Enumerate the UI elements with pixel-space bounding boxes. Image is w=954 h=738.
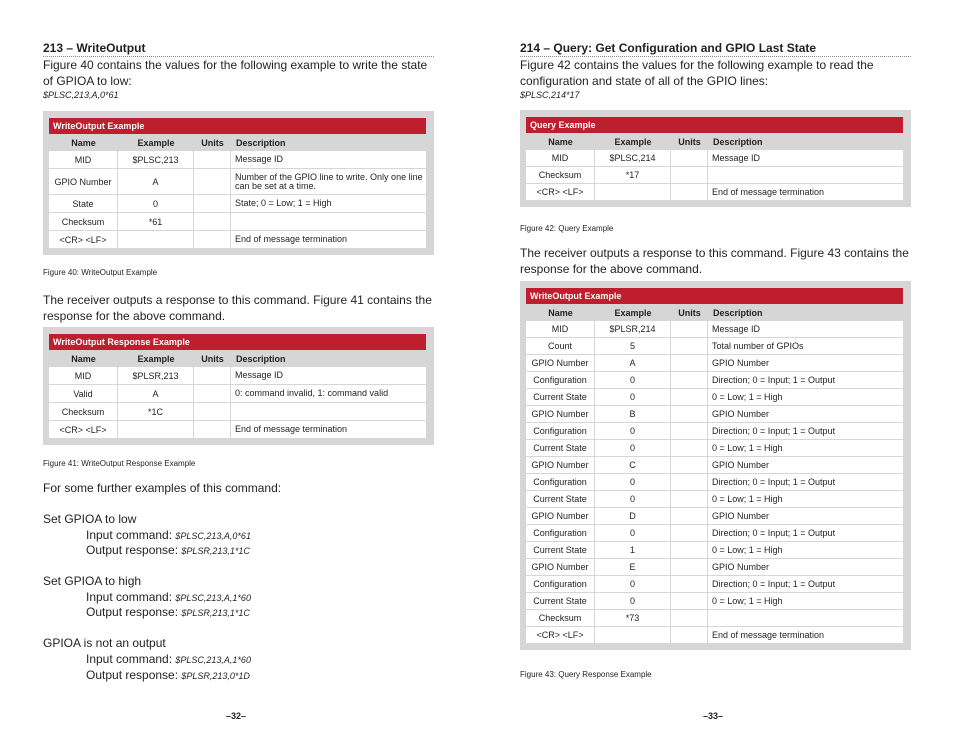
table-cell: 0 <box>595 474 671 491</box>
table-row <box>49 403 426 421</box>
table-cell <box>671 508 708 525</box>
table-cell: Message ID <box>231 367 426 385</box>
table-query-example <box>520 110 911 207</box>
table-cell <box>671 457 708 474</box>
table-row <box>526 355 903 372</box>
example-input: Input command: $PLSC,213,A,1*60 <box>86 590 251 604</box>
example-heading: Set GPIOA to low <box>43 512 137 526</box>
table-cell: End of message termination <box>708 627 903 644</box>
table-cell: GPIO Number <box>526 457 595 474</box>
table-cell: Direction; 0 = Input; 1 = Output <box>708 576 903 593</box>
table-cell <box>671 167 708 184</box>
table-column-header-row <box>526 133 903 150</box>
table-cell: Checksum <box>49 403 118 421</box>
table-row <box>526 559 903 576</box>
further-examples-intro: For some further examples of this command: <box>43 481 282 495</box>
example-output: Output response: $PLSR,213,1*1C <box>86 543 250 557</box>
table-cell: Checksum <box>526 167 595 184</box>
table-cell <box>671 542 708 559</box>
table-cell: 0 <box>595 372 671 389</box>
table-row <box>526 457 903 474</box>
table-cell: $PLSR,213 <box>118 367 194 385</box>
column-header: Units <box>201 137 224 148</box>
table-cell: Configuration <box>526 525 595 542</box>
table-cell: State; 0 = Low; 1 = High <box>231 195 426 213</box>
data-table <box>49 350 426 439</box>
table-cell <box>671 372 708 389</box>
table-row <box>49 385 426 403</box>
column-header: Example <box>614 307 652 318</box>
page-number: –32– <box>226 711 247 721</box>
table-cell: Current State <box>526 542 595 559</box>
table-row <box>49 213 426 231</box>
table-cell: 0 = Low; 1 = High <box>708 389 903 406</box>
table-write-output-response <box>43 327 434 445</box>
table-cell: $PLSC,214 <box>595 150 671 167</box>
table-cell: Count <box>526 338 595 355</box>
table-row <box>49 367 426 385</box>
table-cell: *17 <box>595 167 671 184</box>
table-cell <box>671 355 708 372</box>
table-cell: 0 <box>118 195 194 213</box>
column-header: Description <box>713 307 763 318</box>
table-cell: 0 = Low; 1 = High <box>708 491 903 508</box>
table-write-output-example <box>43 111 434 255</box>
table-cell: MID <box>526 150 595 167</box>
table-cell: *61 <box>118 213 194 231</box>
table-cell: Configuration <box>526 423 595 440</box>
table-header: WriteOutput Response Example <box>49 334 426 350</box>
table-cell <box>671 474 708 491</box>
table-row <box>526 372 903 389</box>
table-cell: $PLSC,213 <box>118 151 194 169</box>
table-cell <box>708 167 903 184</box>
table-cell: A <box>118 169 194 195</box>
table-cell: Checksum <box>49 213 118 231</box>
table-cell: GPIO Number <box>708 355 903 372</box>
table-cell: *1C <box>118 403 194 421</box>
table-cell: 0 = Low; 1 = High <box>708 542 903 559</box>
table-row <box>49 151 426 169</box>
table-cell: 0 <box>595 440 671 457</box>
table-cell: Checksum <box>526 610 595 627</box>
page-number: –33– <box>703 711 724 721</box>
figure-caption: Figure 42: Query Example <box>520 224 614 233</box>
table-row <box>526 167 903 184</box>
table-cell: Direction; 0 = Input; 1 = Output <box>708 474 903 491</box>
table-row <box>526 423 903 440</box>
table-cell <box>671 440 708 457</box>
table-cell: 0 <box>595 576 671 593</box>
figure-caption: Figure 41: WriteOutput Response Example <box>43 459 196 468</box>
intro-code: $PLSC,214*17 <box>520 90 580 100</box>
table-cell: GPIO Number <box>526 406 595 423</box>
table-row <box>526 321 903 338</box>
table-cell <box>231 213 426 231</box>
table-cell: Number of the GPIO line to write. Only one line can be set at a time. <box>231 169 426 195</box>
table-cell: Current State <box>526 389 595 406</box>
table-cell: Valid <box>49 385 118 403</box>
table-cell: GPIO Number <box>49 169 118 195</box>
table-cell: 0 = Low; 1 = High <box>708 440 903 457</box>
table-cell: MID <box>49 151 118 169</box>
column-header: Example <box>137 137 175 148</box>
table-cell: GPIO Number <box>708 406 903 423</box>
column-header: Units <box>201 353 224 364</box>
table-cell <box>194 151 231 169</box>
table-cell: 0 = Low; 1 = High <box>708 593 903 610</box>
table-row <box>49 231 426 249</box>
table-cell <box>194 231 231 249</box>
table-cell: 0 <box>595 389 671 406</box>
table-cell <box>194 403 231 421</box>
table-cell: MID <box>49 367 118 385</box>
table-cell <box>194 421 231 439</box>
table-cell: Current State <box>526 491 595 508</box>
table-cell <box>671 389 708 406</box>
table-row <box>526 184 903 201</box>
table-row <box>526 508 903 525</box>
table-cell: 1 <box>595 542 671 559</box>
table-cell: Direction; 0 = Input; 1 = Output <box>708 525 903 542</box>
table-row <box>526 576 903 593</box>
table-cell: GPIO Number <box>526 508 595 525</box>
table-cell <box>671 321 708 338</box>
table-row <box>526 627 903 644</box>
table-cell <box>671 559 708 576</box>
column-header: Description <box>713 136 763 147</box>
table-cell <box>671 627 708 644</box>
figure-caption: Figure 40: WriteOutput Example <box>43 268 158 277</box>
table-row <box>49 169 426 195</box>
table-cell: End of message termination <box>231 231 426 249</box>
table-cell: Configuration <box>526 576 595 593</box>
table-cell: End of message termination <box>708 184 903 201</box>
column-header: Name <box>71 137 96 148</box>
section-title: 214 – Query: Get Configuration and GPIO Last State <box>520 41 911 57</box>
table-cell: 0 <box>595 491 671 508</box>
example-input: Input command: $PLSC,213,A,0*61 <box>86 528 251 542</box>
column-header: Name <box>71 353 96 364</box>
table-cell: Message ID <box>708 321 903 338</box>
data-table <box>49 134 426 249</box>
table-row <box>49 421 426 439</box>
column-header: Name <box>548 307 573 318</box>
table-cell: State <box>49 195 118 213</box>
table-row <box>526 593 903 610</box>
table-cell <box>595 627 671 644</box>
data-table <box>526 133 903 201</box>
response-paragraph: The receiver outputs a response to this command. Figure 41 contains the response for the above command. <box>43 293 432 323</box>
table-column-header-row <box>49 350 426 367</box>
example-heading: GPIOA is not an output <box>43 636 166 650</box>
table-cell <box>708 610 903 627</box>
column-header: Units <box>678 307 701 318</box>
example-output: Output response: $PLSR,213,1*1C <box>86 605 250 619</box>
table-cell: D <box>595 508 671 525</box>
table-cell: B <box>595 406 671 423</box>
response-paragraph: The receiver outputs a response to this command. Figure 43 contains the response for the above command. <box>520 246 909 276</box>
table-header: WriteOutput Example <box>49 118 426 134</box>
table-cell: GPIO Number <box>708 508 903 525</box>
table-cell: End of message termination <box>231 421 426 439</box>
table-cell <box>671 150 708 167</box>
intro-paragraph: Figure 42 contains the values for the following example to read the configuration and state of all of the GPIO lines: <box>520 58 874 88</box>
table-cell <box>194 169 231 195</box>
table-row <box>526 338 903 355</box>
table-row <box>526 389 903 406</box>
table-query-response <box>520 281 911 650</box>
table-cell: Message ID <box>708 150 903 167</box>
table-cell: <CR> <LF> <box>526 627 595 644</box>
table-column-header-row <box>49 134 426 151</box>
table-row <box>49 195 426 213</box>
table-cell: MID <box>526 321 595 338</box>
table-cell: Current State <box>526 440 595 457</box>
table-cell: C <box>595 457 671 474</box>
column-header: Description <box>236 353 286 364</box>
table-cell <box>671 610 708 627</box>
figure-caption: Figure 43: Query Response Example <box>520 670 652 679</box>
table-cell <box>671 184 708 201</box>
column-header: Example <box>137 353 175 364</box>
table-cell <box>671 406 708 423</box>
column-header: Units <box>678 136 701 147</box>
intro-paragraph: Figure 40 contains the values for the following example to write the state of GPIOA to low: <box>43 58 428 88</box>
table-cell: Configuration <box>526 474 595 491</box>
table-cell <box>194 367 231 385</box>
table-cell: A <box>118 385 194 403</box>
table-row <box>526 406 903 423</box>
table-cell: 0: command invalid, 1: command valid <box>231 385 426 403</box>
column-header: Example <box>614 136 652 147</box>
section-title: 213 – WriteOutput <box>43 41 434 57</box>
column-header: Name <box>548 136 573 147</box>
table-cell <box>118 421 194 439</box>
table-cell: 0 <box>595 525 671 542</box>
column-header: Description <box>236 137 286 148</box>
intro-code: $PLSC,213,A,0*61 <box>43 90 119 100</box>
table-cell: Direction; 0 = Input; 1 = Output <box>708 423 903 440</box>
data-table <box>526 304 903 644</box>
table-cell <box>595 184 671 201</box>
table-cell: E <box>595 559 671 576</box>
table-row <box>526 610 903 627</box>
table-cell: 5 <box>595 338 671 355</box>
table-cell: Total number of GPIOs <box>708 338 903 355</box>
table-column-header-row <box>526 304 903 321</box>
table-row <box>526 525 903 542</box>
table-cell: Message ID <box>231 151 426 169</box>
table-row <box>526 491 903 508</box>
table-cell <box>671 491 708 508</box>
table-cell: GPIO Number <box>526 559 595 576</box>
table-cell: GPIO Number <box>708 457 903 474</box>
table-cell <box>231 403 426 421</box>
table-cell: GPIO Number <box>708 559 903 576</box>
table-cell <box>671 525 708 542</box>
table-cell <box>194 213 231 231</box>
table-row <box>526 474 903 491</box>
example-output: Output response: $PLSR,213,0*1D <box>86 668 250 682</box>
table-cell <box>671 423 708 440</box>
table-cell: Current State <box>526 593 595 610</box>
table-cell <box>194 385 231 403</box>
table-cell <box>671 593 708 610</box>
table-cell <box>671 338 708 355</box>
table-header: WriteOutput Example <box>526 288 903 304</box>
table-row <box>526 542 903 559</box>
table-cell <box>194 195 231 213</box>
table-cell: <CR> <LF> <box>49 231 118 249</box>
table-cell: <CR> <LF> <box>49 421 118 439</box>
table-row <box>526 440 903 457</box>
table-cell: 0 <box>595 593 671 610</box>
example-input: Input command: $PLSC,213,A,1*60 <box>86 652 251 666</box>
table-cell: GPIO Number <box>526 355 595 372</box>
table-row <box>526 150 903 167</box>
table-cell: <CR> <LF> <box>526 184 595 201</box>
table-cell <box>671 576 708 593</box>
table-cell: *73 <box>595 610 671 627</box>
table-cell: Direction; 0 = Input; 1 = Output <box>708 372 903 389</box>
table-cell: $PLSR,214 <box>595 321 671 338</box>
table-cell: A <box>595 355 671 372</box>
table-cell <box>118 231 194 249</box>
table-header: Query Example <box>526 117 903 133</box>
example-heading: Set GPIOA to high <box>43 574 142 588</box>
table-cell: Configuration <box>526 372 595 389</box>
table-cell: 0 <box>595 423 671 440</box>
